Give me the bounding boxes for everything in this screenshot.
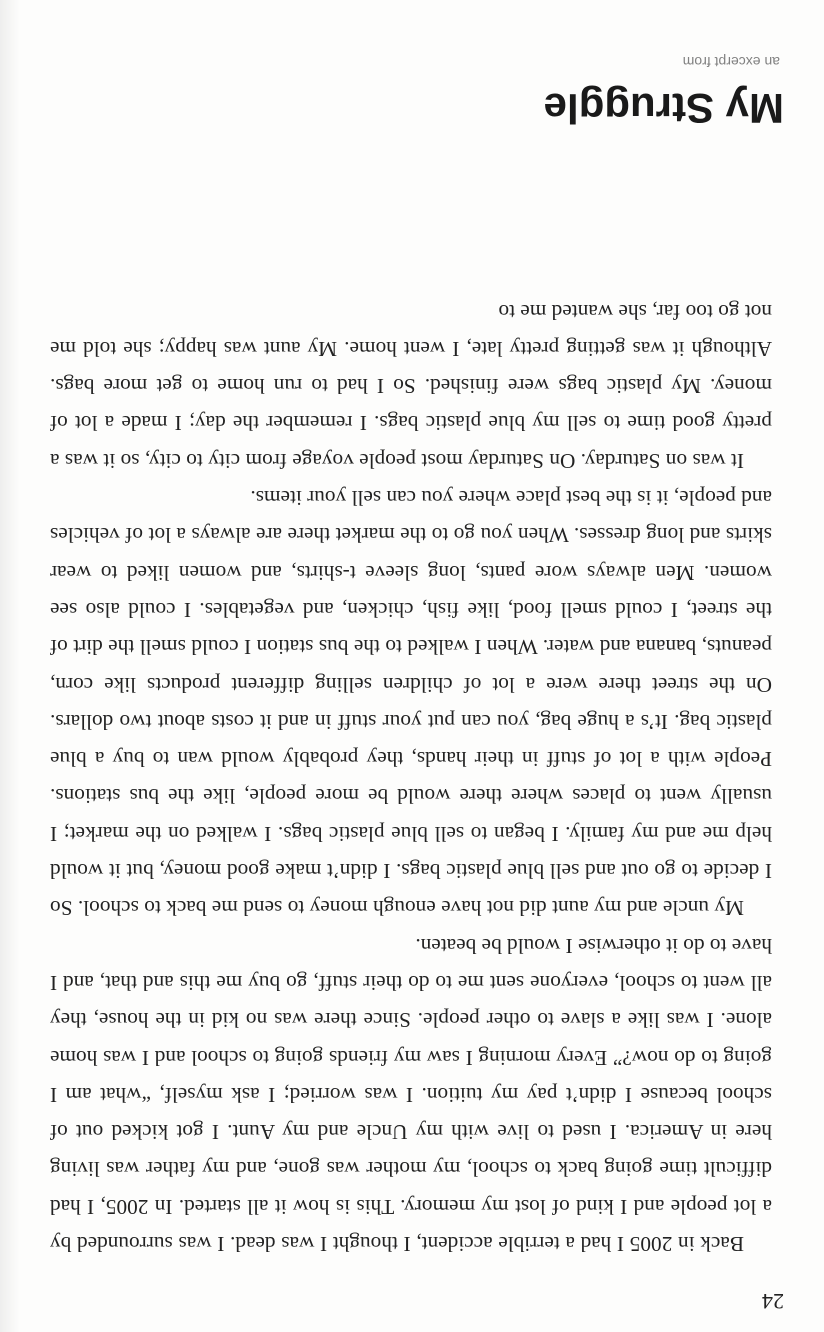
page-title: My Struggle [543, 85, 784, 132]
page-edge-shadow [0, 0, 20, 1332]
paragraph: It was on Saturday. On Saturday most people voyage from city to city, so it was a pretty good time to sell my blue plastic bags. I remember the day; I made a lot of money. My plastic bags were finished. So I had to run home to get more bags. Although it was getting pretty late, I went home. My aunt was happy; she told me not go too far, she wanted me to [50, 299, 772, 473]
kicker: an excerpt from [682, 54, 780, 70]
page-number: 24 [762, 1289, 784, 1314]
body-text [50, 292, 772, 1262]
paragraph: Back in 2005 I had a terrible accident, I thought I was dead. I was surrounded by a lot people and I kind of lost my memory. This is how it all started. In 2005, I had difficult time going back to school, my mother was gone, and my father was living here in America. I used to live with my Uncle and my Aunt. I got kicked out of school because I didn’t pay my tuition. I was worried; I ask myself, “what am I going to do now?” Every morning I saw my friends going to school and I was home alone. I was like a slave to other people. Since there was no kid in the house, they all went to school, everyone sent me to do their stuff, go buy me this and that, and I have to do it otherwise I would be beaten. [50, 933, 772, 1256]
paragraph: My uncle and my aunt did not have enough money to send me back to school. So I decide to go out and sell blue plastic bags. I didn’t make good money, but it would help me and my family. I began to sell blue plastic bags. I walked on the market; I usually went to places where there would be more people, like the bus stations. People with a lot of stuff in their hands, they probably would wan to buy a blue plastic bag. It’s a huge bag, you can put your stuff in and it costs about two dollars. On the street there were a lot of children selling different products like corn, peanuts, banana and water. When I walked to the bus station I could smell the dirt of the street, I could smell food, like fish, chicken, and vegetables. I could also see women. Men always wore pants, long sleeve t-shirts, and women liked to wear skirts and long dresses. When you go to the market there are always a lot of vehicles and people, it is the best place where you can sell your items. [50, 486, 772, 921]
